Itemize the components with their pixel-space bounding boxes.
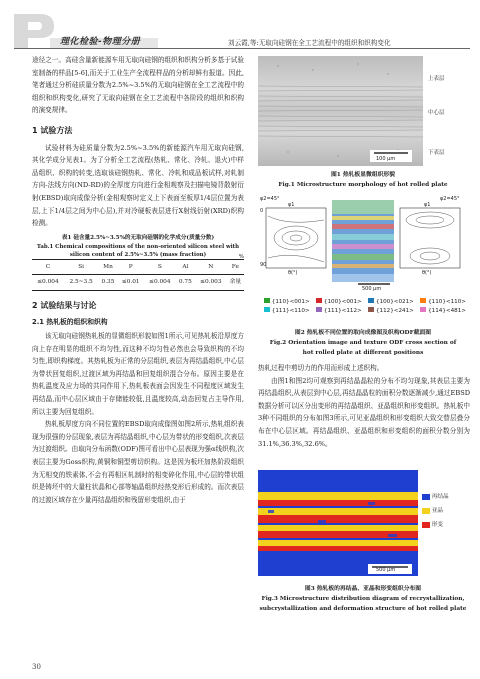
table-1-title-cn: 表1 硅含量2.5%~3.5%的无取向硅钢的化学成分(质量分数) — [61, 234, 215, 241]
table-1-unit: % — [238, 253, 244, 260]
legend-item: {100}<001> — [316, 298, 362, 305]
figure-3-caption-cn: 图3 热轧板的再结晶、亚晶和形变组织分布图 — [304, 586, 422, 592]
right-text-a: 热轧过程中剪切力的作用而形成上述织构。 — [258, 364, 384, 372]
orientation-odf-image — [258, 196, 468, 296]
theta-label-right: θ(°) — [422, 270, 432, 276]
table-header-cell: Si — [64, 259, 99, 275]
table-row — [32, 275, 244, 291]
table-cell: ≤0.01 — [118, 275, 144, 291]
label-center-layer: 中心层 — [428, 110, 445, 116]
label-bottom-layer: 下表层 — [428, 150, 445, 156]
legend-item: 再结晶 — [422, 492, 449, 500]
legend-item: {110}<001> — [264, 298, 310, 305]
figure-1-caption-cn: 图1 热轧板显微组织形貌 — [330, 172, 396, 178]
legend-item: {100}<021> — [368, 298, 414, 305]
figure-1-caption-en: Fig.1 Microstructure morphology of hot rolled plate — [278, 182, 448, 188]
legend-item: {111}<110> — [264, 307, 310, 314]
composition-table — [32, 259, 244, 291]
journal-title: 理化检验-物理分册 — [60, 37, 141, 47]
table-1-title-en-b: silicon content of 2.5%~3.5% (mass fraction) — [69, 251, 207, 258]
legend-item: {110}<110> — [420, 298, 466, 305]
figure-2 — [258, 196, 468, 324]
table-header-cell: Al — [176, 259, 195, 275]
left-column — [32, 54, 244, 506]
table-header-cell: N — [195, 259, 227, 275]
section-1-title: 1 试验方法 — [32, 125, 73, 135]
table-cell: ≤0.004 — [32, 275, 64, 291]
table-cell: 余量 — [227, 275, 244, 291]
figure-3 — [258, 470, 468, 576]
figure-2-caption-en-a: Fig.2 Orientation image and texture ODF cross section of — [269, 340, 457, 346]
section-2-title: 2 试验结果与讨论 — [32, 300, 97, 310]
theta-label-left: θ(°) — [288, 270, 298, 276]
legend-item: {114}<481> — [420, 307, 466, 314]
figure-1 — [258, 56, 468, 166]
structure-legend — [422, 492, 449, 528]
table-header-cell: S — [144, 259, 176, 275]
figure-2-caption-en-b: hot rolled plate at different positions — [302, 350, 424, 356]
label-top-layer: 上表层 — [428, 76, 445, 82]
legend-item: {112}<241> — [368, 307, 414, 314]
table-header-cell: P — [118, 259, 144, 275]
table-cell: 2.5~3.5 — [64, 275, 99, 291]
section-1-text: 试验材料为硅质量分数为2.5%~3.5%的新能源汽车用无取向硅钢,其化学成分见表1。为了分析全工艺流程(热轧、常化、冷轧、退火)中样品组织、织构的转变,选取该硅钢热轧、常化、冷轧和成品板试样,对轧制方向-法线方向(ND-RD)的全厚度方向进行金相观察及扫描电镜背散射衍射(EBSD)取向成像分析(金相观察时定义上下表面至板厚1/4层位置为表层,上下1/4层之间为中心层),并对冷硬板表层进行X射线衍射(XRD)织构检测。 — [32, 143, 244, 228]
table-cell: ≤0.003 — [195, 275, 227, 291]
header-rule — [14, 48, 470, 49]
figure-2-caption-cn: 图2 热轧板不同位置的取向成像图及织构ODF截面图 — [294, 330, 432, 336]
section-2-1-title: 2.1 热轧板的组织和织构 — [32, 317, 108, 326]
legend-item: 亚晶 — [422, 506, 449, 514]
phi1-left-label: φ1 — [288, 202, 295, 208]
intro-paragraph: 途径之一。高硅含量新能源车用无取向硅钢的组织和织构分析多基于试验室制备的样品[5-6],而关于工业生产全流程样品的分析却鲜有报道。因此,笔者通过分析硅质量分数为2.5%~3.5%的无取向硅钢在全工艺流程中的组织和织构变化,研究了无取向硅钢在全工艺流程中各阶段的组织和织构的演变规律。 — [32, 56, 244, 115]
legend-item: {111}<112> — [316, 307, 362, 314]
section-2-1-text-a: 该无取向硅钢热轧板的显微组织形貌如图1所示,可见热轧板沿厚度方向上存在明显的组织不均匀性,而这种不均匀性必然也会导致织构的不均匀性,即织构梯度。其热轧板为正常的分层组织,表层为再结晶组织,中心层为带状回复组织,过渡区域为再结晶和回复组织混合分布。原因主要是在热轧温度及应力场的共同作用下,热轧板表面会因发生不同程度区域发生再结晶,而中心层区域由于存储能较低,且温度较高,动态回复占主导作用,所以主要为回复组织。 — [32, 332, 244, 416]
scale-bar-label: 100 μm — [376, 156, 396, 162]
axis-90-label: 90 — [260, 262, 267, 268]
page-number: 30 — [32, 663, 41, 671]
table-cell: 0.35 — [98, 275, 117, 291]
texture-legend — [264, 298, 466, 314]
phi1-right-label: φ1 — [424, 202, 431, 208]
phi2-left-label: φ2=45° — [260, 196, 280, 202]
phi2-right-label: φ2=45° — [440, 196, 460, 202]
scale-bar-label: 500 μm — [362, 286, 382, 292]
scale-bar-label: 500 μm — [376, 567, 396, 573]
right-text-b: 由图1和图2均可观察到再结晶晶粒的分布不均匀现象,其表层主要为再结晶组织,从表层到中心层,再结晶晶粒的面积分数逐渐减少,通过EBSD数据分析可以区分出变形的再结晶组织、亚晶组织和形变组织。热轧板中3种不同组织的分布如图3所示,可见亚晶组织和形变组织大致交替层叠分布在中心层区域。再结晶组织、亚晶组织和形变组织的面积分数分别为31.1%,36.3%,32.6%。 — [258, 376, 470, 448]
right-column-text — [258, 362, 470, 450]
section-2-1-text-b: 热轧板厚度方向不同位置的EBSD取向成像图如图2所示,热轧组织表现为很强的分层现象,表层为再结晶组织,中心层为带状的形变组织,次表层为过渡组织。由取向分布函数(ODF)图可看出中心层表现为强α线织构,次表层主要为Goss织构,黄铜和铜型剪切织构。这是因为板坯加热阶段组织为无相变的铁素体,不会有再相区轧制时的相变碎化作用,中心层的带状组织是铸坯中的大量柱状晶和心部等轴晶组织经热变形后形成的。而次表层的过渡区域存在少量再结晶组织和残留形变组织,由于 — [32, 420, 244, 504]
table-1-title-en-a: Tab.1 Chemical compositions of the non-oriented silicon steel with — [36, 243, 240, 250]
table-header-row — [32, 259, 244, 275]
table-cell: 0.75 — [176, 275, 195, 291]
figure-3-caption-en-a: Fig.3 Microstructure distribution diagram of recrystallization, — [261, 596, 465, 602]
figure-3-caption-en-b: subcrystallization and deformation structure of hot rolled plate — [259, 606, 467, 612]
table-header-cell: Fe — [227, 259, 244, 275]
axis-0-label: 0 — [260, 208, 264, 214]
structure-distribution-image — [258, 470, 418, 576]
legend-item: 形变 — [422, 520, 449, 528]
table-cell: ≤0.004 — [144, 275, 176, 291]
table-1 — [32, 233, 244, 291]
table-header-cell: C — [32, 259, 64, 275]
running-title: 刘云霞,等:无取向硅钢在全工艺流程中的组织和织构变化 — [228, 39, 391, 47]
micrograph-image — [258, 56, 423, 166]
table-header-cell: Mn — [98, 259, 117, 275]
